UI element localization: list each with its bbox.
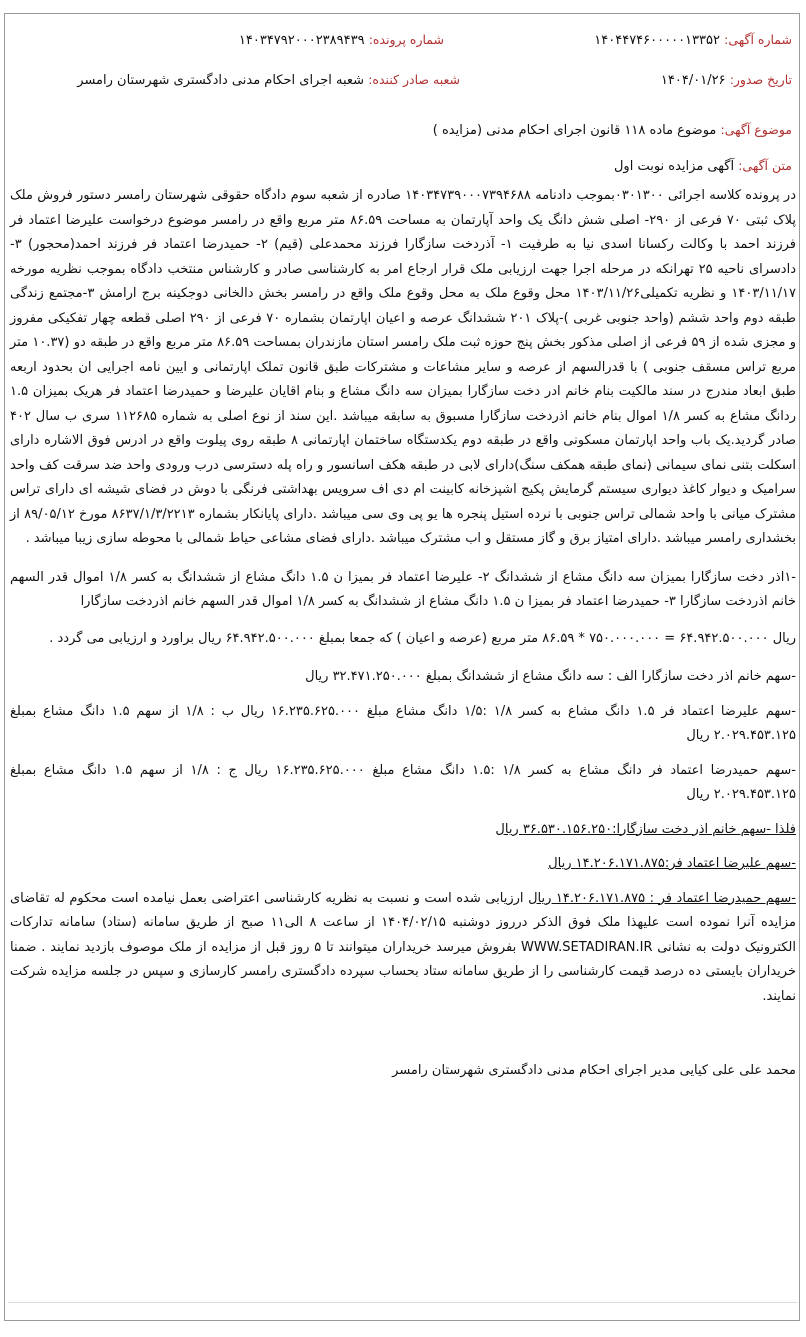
ad-number bbox=[594, 32, 792, 48]
share-hamidreza: -سهم حمیدرضا اعتماد فر دانگ مشاع به کسر ۱/۸ :۱.۵ دانگ مشاع مبلغ ۱۶.۲۳۵.۶۲۵.۰۰۰ ریال ج : ۱/۸ از سهم ۱.۵ دانگ مشاع بمبلغ ۲.۰۲۹.۴۵۳.۱۲۵ ریال bbox=[10, 762, 797, 802]
body-paragraph-2: -۱اذر دخت سازگارا بمیزان سه دانگ مشاع از ششدانگ ۲- علیرضا اعتماد فر بمیزا ن ۱.۵ دانگ مشاع از ششدانگ به کسر ۱/۸ اموال قدر السهم خانم اذردخت سازگارا ۳- حمیدرضا اعتماد فر بمیزا ن ۱.۵ دانگ مشاع از ششدانگ به کسر ۱/۸ اموال قدر السهم خانم اذردخت سازگارا bbox=[10, 569, 796, 609]
text-title bbox=[614, 158, 792, 174]
final-share-hamidreza: -سهم حمیدرضا اعتماد فر : ۱۴.۲۰۶.۱۷۱.۸۷۵ ریال bbox=[528, 890, 796, 906]
case-number-value: ۱۴۰۳۴۷۹۲۰۰۰۲۳۸۹۴۳۹ bbox=[238, 33, 365, 48]
issue-date-label: تاریخ صدور: bbox=[729, 72, 792, 87]
share-alireza: -سهم علیرضا اعتماد فر ۱.۵ دانگ مشاع به کسر ۱/۸ :۱/۵ دانگ مشاع مبلغ ۱۶.۲۳۵.۶۲۵.۰۰۰ ریال ب : ۱/۸ از سهم ۱.۵ دانگ مشاع بمبلغ ۲.۰۲۹.۴۵۳.۱۲۵ ریال bbox=[10, 703, 797, 743]
case-number-label: شماره پرونده: bbox=[368, 32, 444, 47]
issue-date bbox=[661, 72, 792, 88]
subject bbox=[433, 122, 792, 138]
ad-number-value: ۱۴۰۴۴۷۴۶۰۰۰۰۰۱۳۳۵۲ bbox=[594, 33, 720, 48]
final-share-alireza: -سهم علیرضا اعتماد فر:۱۴.۲۰۶.۱۷۱.۸۷۵ ریال bbox=[548, 856, 796, 871]
footer-divider bbox=[8, 1302, 798, 1303]
text-title-value: آگهی مزایده نوبت اول bbox=[613, 159, 735, 174]
auction-details: ارزیابی شده است و نسبت به نظریه کارشناسی اعتراضی بعمل نیامده است محکوم له تقاضای مزایده آنرا نموده است علیهذا ملک فوق الذکر درروز دوشنبه ۱۴۰۴/۰۲/۱۵ از ساعت ۸ الی۱۱ صبح از طریق سامانه (ستاد) سامانه تدارکات الکترونیک دولت به نشانی WWW.SETADIRAN.IR بفروش میرسد خریداران میتوانند تا ۵ روز قبل از مزایده از ملک موصوف بازدید نمایند . ضمنا خریداران بایستی ده درصد قیمت کارشناسی را از طریق سامانه ستاد بحساب سپرده دادگستری رامسر کارسازی و سپس در جلسه مزایده شرکت نمایند. bbox=[10, 890, 796, 1004]
body-paragraph-1: در پرونده کلاسه اجرائی ۰۳۰۱۳۰۰بموجب دادنامه ۱۴۰۳۴۷۳۹۰۰۰۷۳۹۴۶۸۸ صادره از شعبه سوم دادگاه حقوقی شهرستان رامسر دستور فروش ملک پلاک ثبتی ۷۰ فرعی از ۲۹۰- اصلی شش دانگ یک واحد آپارتمان به مساحت ۸۶.۵۹ متر مربع واقع در رامسر موضوع درخواست علیرضا اعتماد فر فرزند احمد با وکالت رکسانا اسدی نیا به طرفیت ۱- آذردخت سازگارا فرزند محمدعلی (قیم) ۲- حمیدرضا اعتماد فر فرزند احمد(محجور) ۳- دادسرای ناحیه ۲۵ تهرانکه در مرحله اجرا جهت ارزیابی ملک قرار ارجاع امر به کارشناسی صادر و کارشناس منتخب دادگاه بموجب نظریه مورخه ۱۴۰۳/۱۱/۱۷ و نظریه تکمیلی۱۴۰۳/۱۱/۲۶ محل وقوع ملک به محل وقوع ملک واقع در رامسر بخش دالخانی دوجکینه برج ارامش ۳-مجتمع زندگی طبقه دوم واحد ششم (واحد جنوبی غربی )-پلاک ۲۰۱ ششدانگ عرصه و اعیان اپارتمان بشماره ۷۰ فرعی از ۲۹۰ اصلی قطعه چهار تفکیکی مفروز و مجزی شده از ۵۹ فرعی از اصلی مذکور بخش پنج حوزه ثبت ملک رامسر استان مازندران بمساحت ۸۶.۵۹ متر مربع واقع در طبقه دو (۱۰.۳۷ متر مربع تراس مسقف جنوبی ) با قدرالسهم از عرصه و سایر مشاعات و مشترکات طبق قانون تملک اپارتمانی و ایین نامه اجرایی ان بحدود اربعه طبق ابعاد مندرج در سند مالکیت بنام خانم ادر دخت سازگارا بمیزان سه دانگ مشاع و بنام اقایان علیرضا و حمیدرضا اعتماد فر هریک بمیزان ۱.۵ ردانگ مشاع به کسر ۱/۸ اموال بنام خانم اذردخت سازگارا مسبوق به سابقه میباشد .این سند از نوع اصلی به شماره ۱۱۲۶۸۵ سری ب سال ۴۰۲ صادر گردید.یک باب واحد اپارتمان مسکونی واقع در طبقه دوم یکدستگاه ساختمان اپارتمانی ۸ طبقه روی پیلوت واقع در ادرس فوق الاشاره دارای اسکلت بتنی نمای سیمانی (نمای طبقه همکف سنگ)دارای لابی در طبقه هکف اسانسور و راه پله دسترسی درب ورودی واحد ضد سرقت کف واحد سرامیک و دیوار کاغذ دیواری سیستم گرمایش پکیج اشپزخانه کابینت ام دی اف سرویس بهداشتی فرنگی با دوش در فضای شیشه ای دارای تراس مشترک میانی با واحد شمالی تراس جنوبی با نرده استیل پنجره ها یو پی وی سی میباشد .دارای پایانکار بشماره ۸۶۳۷/۱/۳/۲۲۱۳ مورخ ۸۹/۰۵/۱۲ از بخشداری رامسر میباشد .دارای امتیاز برق و گاز مستقل و اب مشترک میباشد .دارای فضای مشاعی حیاط شمالی با محوطه سازی زیبا میباشد . bbox=[10, 188, 797, 546]
subject-label: موضوع آگهی: bbox=[720, 122, 792, 137]
ad-number-label: شماره آگهی: bbox=[724, 32, 792, 47]
issuer-value: شعبه اجرای احکام مدنی دادگستری شهرستان رامسر bbox=[77, 73, 365, 88]
text-label: متن آگهی: bbox=[738, 158, 792, 173]
case-number bbox=[239, 32, 444, 48]
final-share-sazgara: فلذا -سهم خانم اذر دخت سازگارا:۳۶.۵۳۰.۱۵۶.۲۵۰ ریال bbox=[495, 821, 796, 837]
notice-body bbox=[10, 184, 796, 1084]
issuer-label: شعبه صادر کننده: bbox=[368, 72, 460, 87]
auction-paragraph bbox=[10, 887, 796, 1010]
issuer bbox=[77, 72, 460, 88]
share-sazgara: -سهم خانم اذر دخت سازگارا الف : سه دانگ مشاع از ششدانگ بمبلغ ۳۲.۴۷۱.۲۵۰.۰۰۰ ریال bbox=[305, 669, 796, 684]
subject-value: موضوع ماده ۱۱۸ قانون اجرای احکام مدنی (مزایده ) bbox=[432, 123, 717, 138]
signature: محمد علی علی کیایی مدیر اجرای احکام مدنی دادگستری شهرستان رامسر bbox=[392, 1063, 796, 1078]
issue-date-value: ۱۴۰۴/۰۱/۲۶ bbox=[660, 73, 726, 88]
valuation-paragraph: ریال ۶۴.۹۴۲.۵۰۰.۰۰۰ = ۷۵۰.۰۰۰.۰۰۰ * ۸۶.۵۹ متر مربع (عرصه و اعیان ) که جمعا بمبلغ ۶۴.۹۴۲.۵۰۰.۰۰۰ ریال براورد و ارزیابی می گردد . bbox=[49, 630, 796, 646]
